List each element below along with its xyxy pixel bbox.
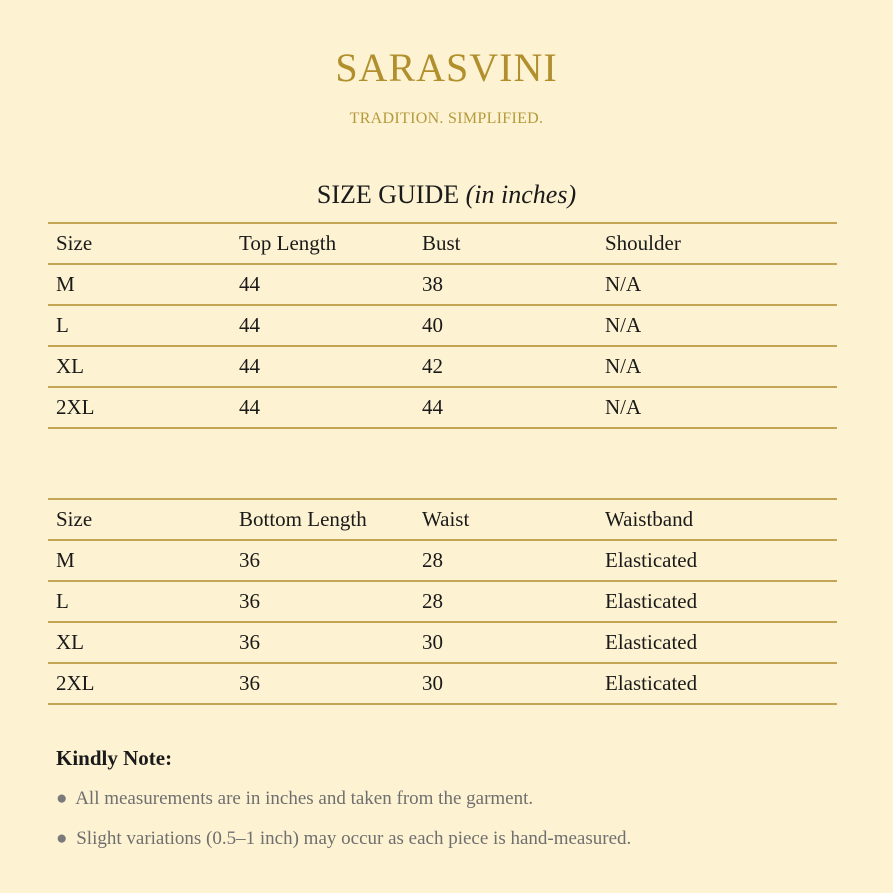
header-cell: Size (48, 223, 231, 264)
brand-tagline: TRADITION. SIMPLIFIED. (349, 110, 544, 127)
table-row (48, 387, 837, 428)
table-cell: L (48, 581, 231, 622)
table-cell: XL (48, 346, 231, 387)
table-cell: 30 (414, 622, 597, 663)
top-size-table (48, 222, 837, 429)
table-row (48, 622, 837, 663)
table-cell: XL (48, 622, 231, 663)
bottom-size-table (48, 498, 837, 705)
brand-name: SARASVINI (335, 45, 558, 90)
table-cell: 28 (414, 581, 597, 622)
header-cell: Waist (414, 499, 597, 540)
header-cell: Size (48, 499, 231, 540)
table-row (48, 346, 837, 387)
table-cell: L (48, 305, 231, 346)
table-cell: Elasticated (597, 622, 837, 663)
note-item (56, 788, 533, 810)
table-cell: 36 (231, 581, 414, 622)
table-cell: 38 (414, 264, 597, 305)
table-row (48, 540, 837, 581)
table-cell: 42 (414, 346, 597, 387)
table-cell: N/A (597, 305, 837, 346)
table-cell: 44 (231, 264, 414, 305)
table-cell: Elasticated (597, 540, 837, 581)
title-unit: (in inches) (465, 180, 577, 209)
header-cell: Bust (414, 223, 597, 264)
table-cell: Elasticated (597, 663, 837, 704)
table-cell: 2XL (48, 387, 231, 428)
table-row (48, 264, 837, 305)
table-row (48, 663, 837, 704)
table-cell: 28 (414, 540, 597, 581)
table-cell: 36 (231, 663, 414, 704)
table-cell: 44 (231, 305, 414, 346)
table-cell: N/A (597, 346, 837, 387)
table-cell: M (48, 264, 231, 305)
bullet-icon: ● (56, 828, 68, 849)
table-cell: 36 (231, 622, 414, 663)
table-cell: 44 (231, 346, 414, 387)
table-cell: 30 (414, 663, 597, 704)
header-cell: Shoulder (597, 223, 837, 264)
table-header-row (48, 223, 837, 264)
note-item (56, 828, 631, 850)
table-cell: N/A (597, 264, 837, 305)
header-cell: Top Length (231, 223, 414, 264)
bullet-icon: ● (56, 788, 68, 809)
table-row (48, 305, 837, 346)
note-heading: Kindly Note: (56, 746, 173, 770)
table-cell: 44 (231, 387, 414, 428)
page-title (0, 180, 893, 210)
table-header-row (48, 499, 837, 540)
note-text: Slight variations (0.5–1 inch) may occur as each piece is hand-measured. (76, 828, 632, 849)
table-cell: 44 (414, 387, 597, 428)
table-cell: Elasticated (597, 581, 837, 622)
table-cell: 2XL (48, 663, 231, 704)
title-main: SIZE GUIDE (316, 180, 460, 209)
header-cell: Bottom Length (231, 499, 414, 540)
note-text: All measurements are in inches and taken from the garment. (75, 788, 534, 809)
table-cell: M (48, 540, 231, 581)
table-cell: 40 (414, 305, 597, 346)
table-cell: 36 (231, 540, 414, 581)
table-cell: N/A (597, 387, 837, 428)
table-row (48, 581, 837, 622)
header-cell: Waistband (597, 499, 837, 540)
